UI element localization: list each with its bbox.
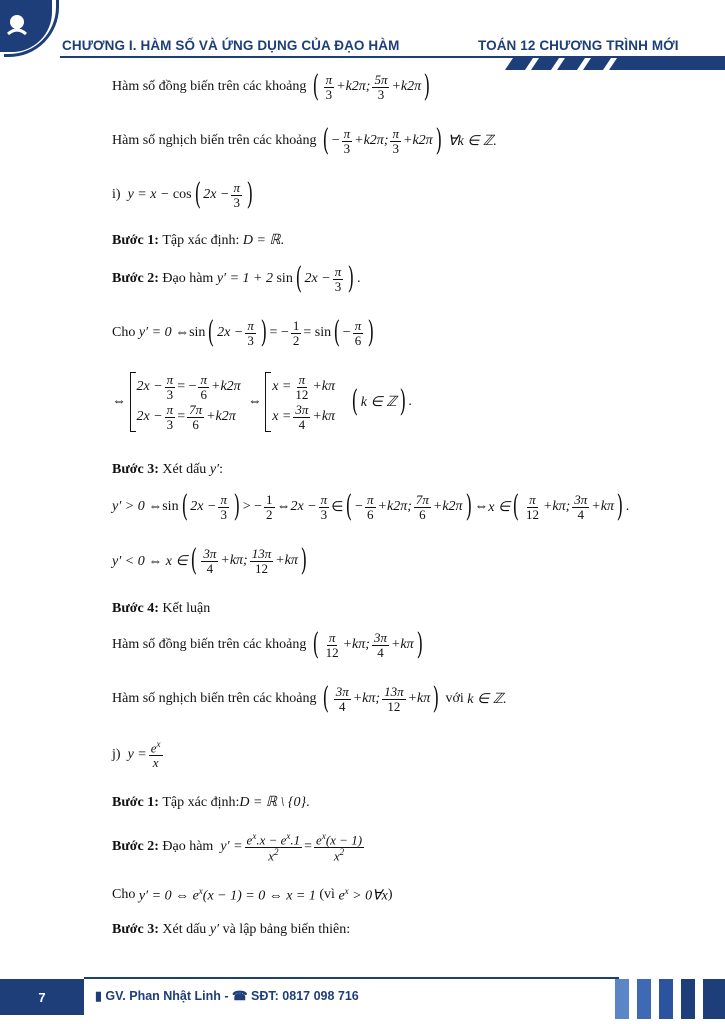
- text: Bước 1:: [112, 794, 159, 810]
- text: Bước 2:: [112, 271, 159, 286]
- text: j): [112, 746, 121, 762]
- line-dong-bien-2: Hàm số đồng biến trên các khoảng ( $\frac{\pi}{12}$ +kπ; $\frac{3\pi}{4}$ +kπ ): [112, 627, 423, 662]
- step-4: [112, 601, 210, 617]
- step-1: Bước 1: Tập xác định: D = ℝ .: [112, 232, 285, 248]
- set-zero: Cho y′ = 0 ⇔ sin ( 2x − $\frac{\pi}{3}$ ) = − $\frac{1}{2}$ = sin ( − $\frac{\pi}{6}$ ): [112, 315, 375, 350]
- text: Bước 1:: [112, 232, 159, 248]
- logo-icon: [0, 0, 52, 52]
- text: Hàm số đồng biến trên các khoảng: [112, 79, 307, 94]
- negative-derivative: y′ < 0 ⇔ x ∈ ( $\frac{3\pi}{4}$ +kπ; $\frac{13\pi}{12}$ +kπ ): [112, 543, 308, 578]
- document-icon: ▮: [95, 989, 102, 1003]
- chapter-title: CHƯƠNG I. HÀM SỐ VÀ ỨNG DỤNG CỦA ĐẠO HÀM: [62, 38, 400, 53]
- author-info: [95, 988, 359, 1003]
- step-3-j: Bước 3: Xét dấu y′ và lập bảng biến thiên:: [112, 922, 351, 937]
- text: Hàm số đồng biến trên các khoảng: [112, 637, 307, 652]
- text: Đạo hàm: [162, 271, 214, 286]
- header-stripes: [505, 58, 725, 70]
- book-title: TOÁN 12 CHƯƠNG TRÌNH MỚI: [478, 38, 679, 53]
- footer-rule: [84, 977, 619, 979]
- text: ∀k ∈ ℤ.: [447, 133, 497, 149]
- text: Xét dấu: [162, 922, 207, 937]
- text: Kết luận: [162, 601, 211, 616]
- author-text: GV. Phan Nhật Linh - ☎ SĐT: 0817 098 716: [105, 989, 359, 1003]
- text: Đạo hàm: [162, 839, 214, 855]
- text: k ∈ ℤ.: [467, 691, 507, 707]
- text: Bước 2:: [112, 839, 159, 855]
- step-3: Bước 3: Xét dấu y′ :: [112, 462, 223, 477]
- positive-derivative: y′ > 0 ⇔ sin ( 2x − $\frac{\pi}{3}$ ) > − $\frac{1}{2}$ ⇔ 2x − $\frac{\pi}{3}$ ∈ ( − $\frac{\pi}{6}$ +k2π; $\frac{7\pi}{6}$ +k2π ) ⇔ x ∈ ( $\frac{\pi}{12}$ +kπ; $\frac{3\pi}{4}$ +kπ ) .: [112, 489, 630, 524]
- set-zero-j: Cho y′ = 0 ⇔ $e^x(x - 1) = 0$ ⇔ x = 1 (vì $e^x$ > 0∀x ): [112, 886, 393, 904]
- line-nghich-bien-1: Hàm số nghịch biến trên các khoảng ( − $\frac{\pi}{3}$ +k2π; $\frac{\pi}{3}$ +k2π ) ∀k ∈ ℤ.: [112, 123, 497, 158]
- text: Tập xác định:: [162, 232, 240, 248]
- text: Xét dấu: [162, 462, 207, 477]
- line-nghich-bien-2: Hàm số nghịch biến trên các khoảng ( $\frac{3\pi}{4}$ +kπ; $\frac{13\pi}{12}$ +kπ ) với k ∈ ℤ.: [112, 681, 507, 716]
- step-2-j: Bước 2: Đạo hàm y′ = $\frac{e^x.x - e^x.1}{x^2}$ = $\frac{e^x(x - 1)}{x^2}$: [112, 831, 363, 864]
- logo: [0, 0, 52, 52]
- page-number: 7: [0, 979, 84, 1015]
- solution-system: ⇔ 2x − $\frac{\pi}{3}$ = − $\frac{\pi}{6}$ +k2π 2x − $\frac{\pi}{3}$ = $\frac{7\pi}{6}$ +k2π ⇔ x = $\frac{\pi}{12}$ +kπ x = $\frac{3\pi}{4}$ +kπ ( k ∈ ℤ ) .: [112, 371, 412, 432]
- step-2: Bước 2: Đạo hàm y′ = 1 + 2 sin ( 2x − $\frac{\pi}{3}$ ) .: [112, 261, 361, 296]
- part-j: j) y = $\frac{e^x}{x}$: [112, 739, 161, 770]
- text: Hàm số nghịch biến trên các khoảng: [112, 133, 317, 148]
- step-1-j: Bước 1: Tập xác định: D = ℝ \ {0} .: [112, 794, 310, 810]
- text: Bước 4:: [112, 601, 159, 616]
- part-i: i) y = x − cos ( 2x − $\frac{\pi}{3}$ ): [112, 177, 254, 212]
- line-dong-bien-1: Hàm số đồng biến trên các khoảng ( $\frac{\pi}{3}$ +k2π; $\frac{5\pi}{3}$ +k2π ): [112, 69, 431, 104]
- text: và lập bảng biến thiên:: [222, 922, 351, 937]
- text: Bước 3:: [112, 922, 159, 937]
- text: Tập xác định:: [162, 794, 240, 810]
- text: (vì: [319, 887, 335, 903]
- footer-bars: [615, 977, 725, 1019]
- text: Cho: [112, 325, 136, 340]
- text: Bước 3:: [112, 462, 159, 477]
- text: i): [112, 187, 121, 202]
- text: Hàm số nghịch biến trên các khoảng: [112, 691, 317, 706]
- text: với: [445, 691, 464, 706]
- text: Cho: [112, 887, 136, 903]
